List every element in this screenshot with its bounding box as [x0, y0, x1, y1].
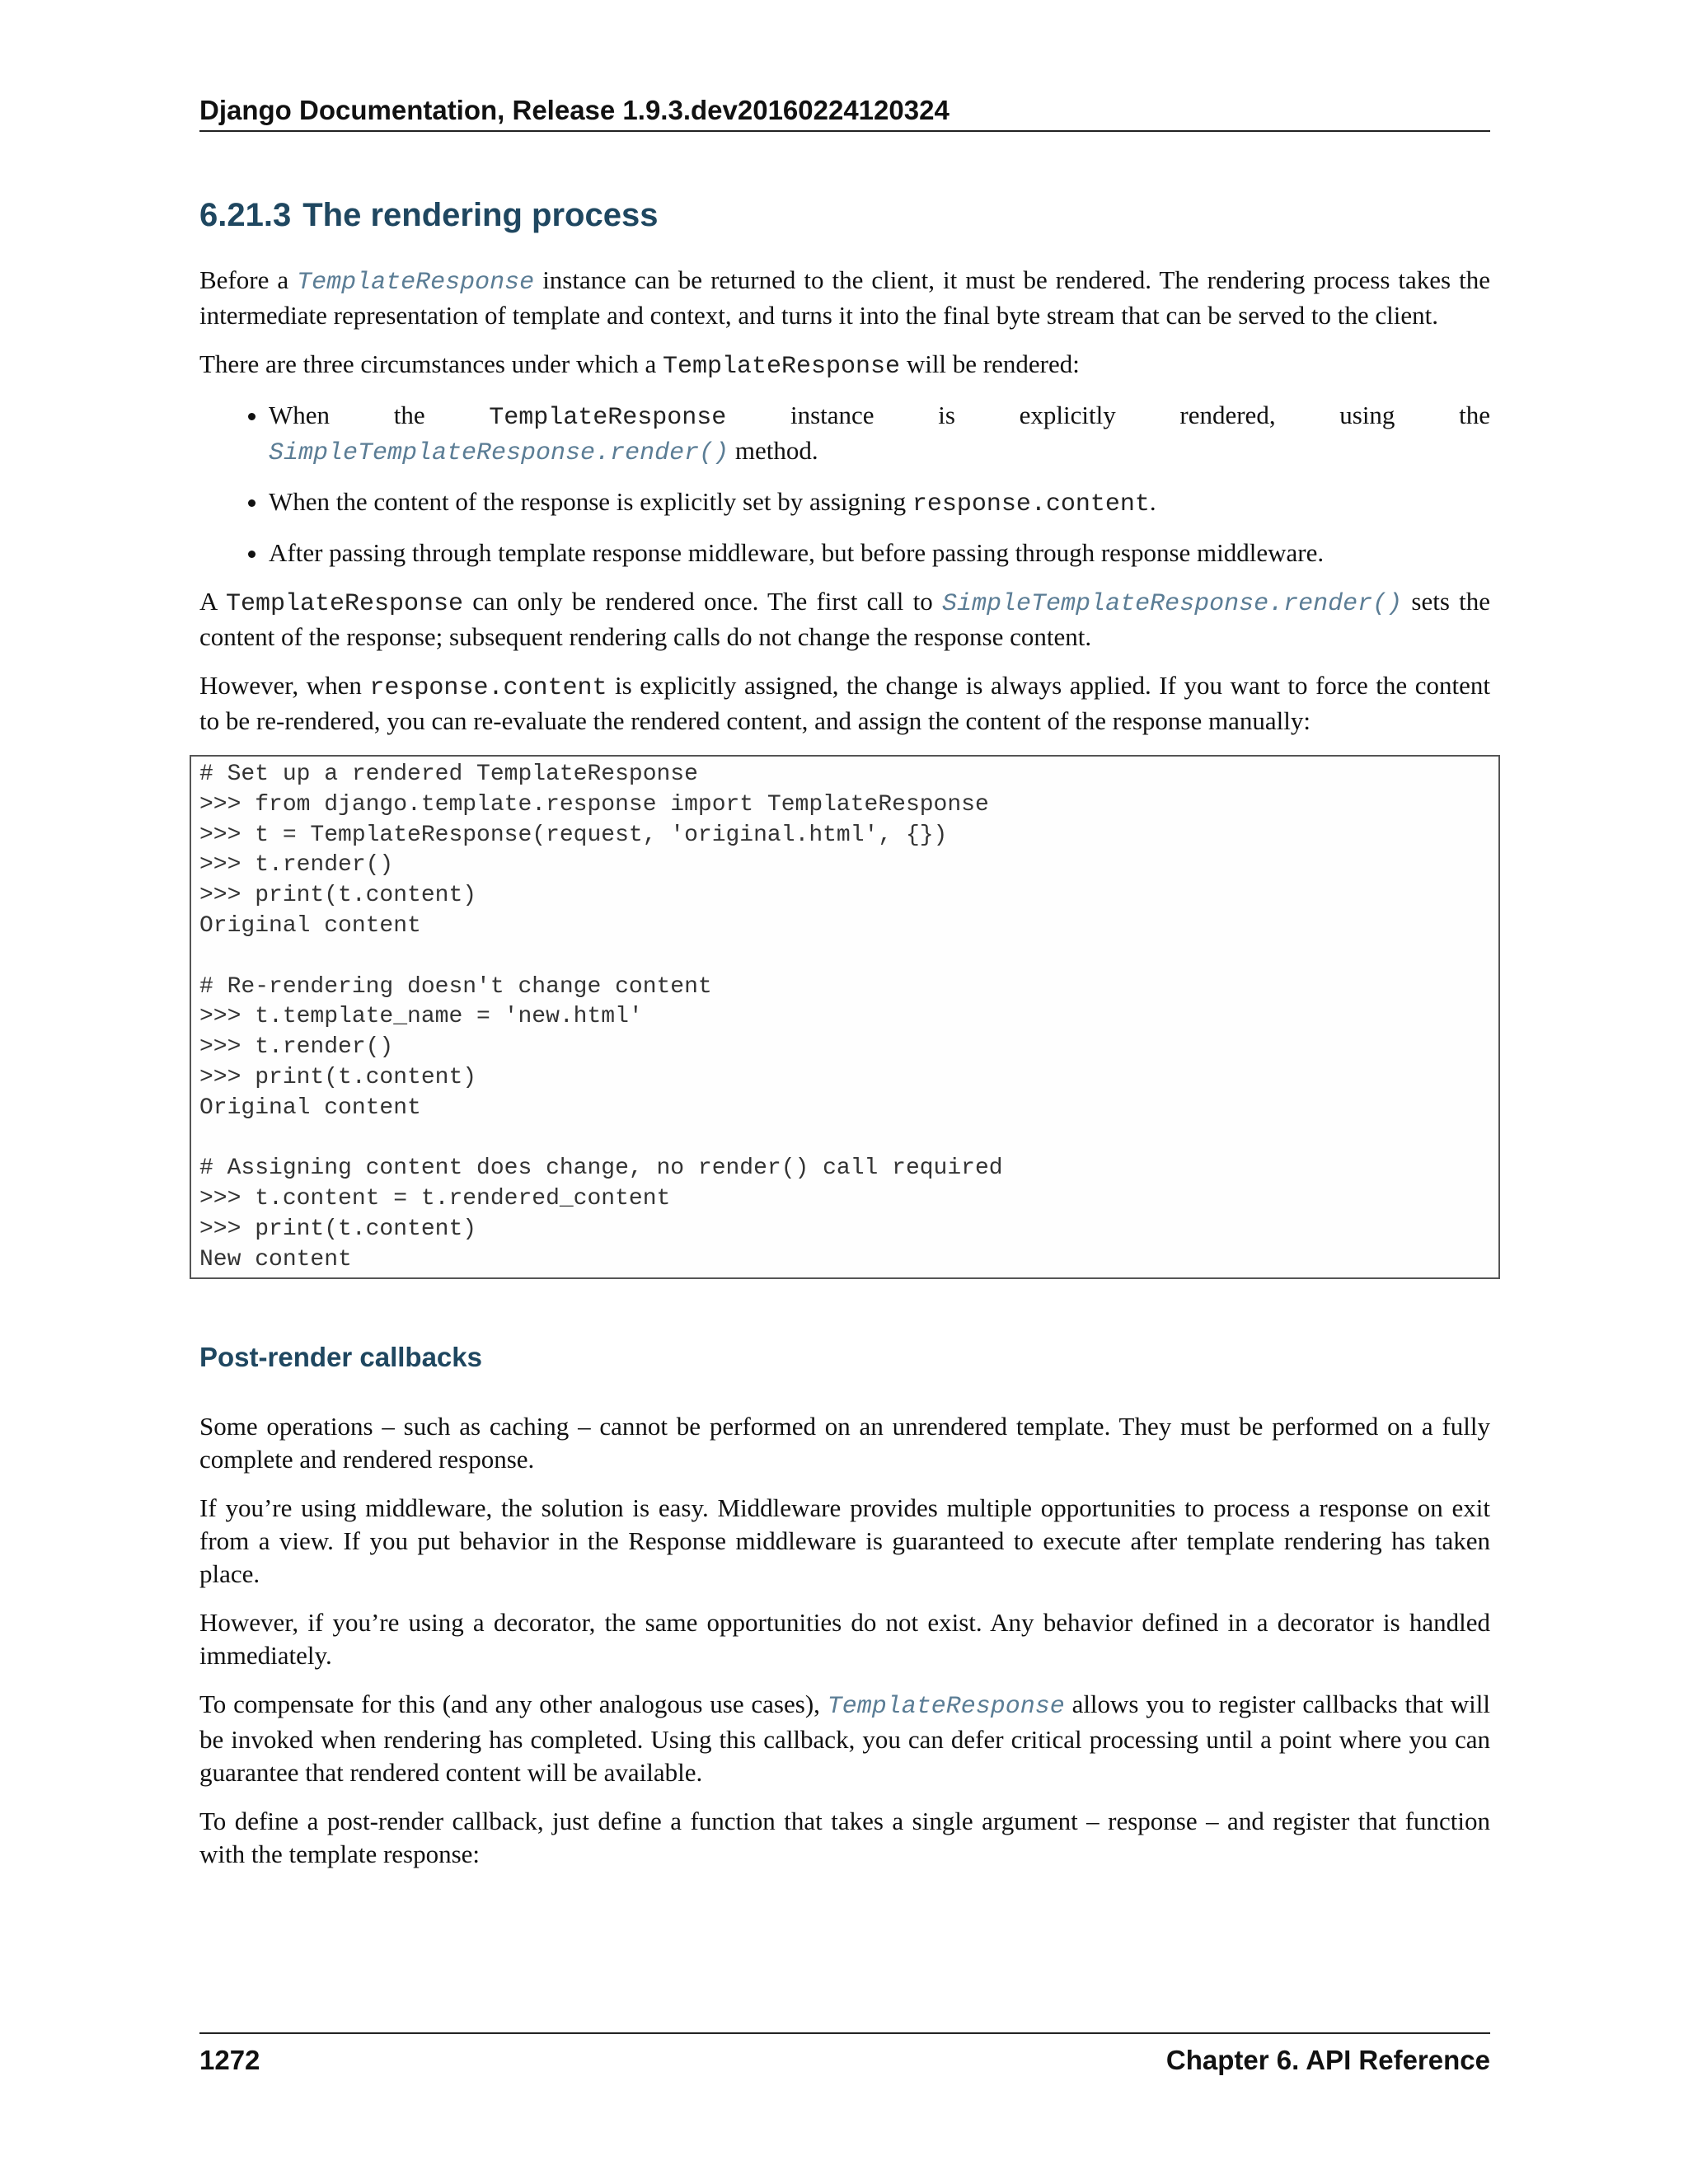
code-block: [190, 755, 1500, 1279]
render-method-link[interactable]: SimpleTemplateResponse.render(): [269, 439, 729, 467]
rerender-paragraph: [199, 669, 1490, 738]
text-span: A: [199, 587, 226, 616]
text-span: is explicitly assigned, the change is always applied. If you want to force the content to be re-rendered, you can re-evaluate the rendered content, and assign the content of the response manually:: [199, 671, 1490, 735]
templateresponse-link[interactable]: TemplateResponse: [827, 1692, 1065, 1721]
callbacks-paragraph-2: If you’re using middleware, the solution is easy. Middleware provides multiple opportunities to process a response on exit from a view. If you put behavior in the Response middleware is guaranteed to execute after template rendering has taken place.: [199, 1493, 1490, 1588]
inline-code: TemplateResponse: [663, 353, 901, 381]
text-span: To compensate for this (and any other analogous use cases),: [199, 1689, 828, 1718]
running-header: Django Documentation, Release 1.9.3.dev20160224120324: [199, 92, 1490, 132]
callbacks-paragraph-1: Some operations – such as caching – cannot be performed on an unrendered template. They must be performed on a fully complete and rendered response.: [199, 1411, 1490, 1474]
list-item: [269, 485, 1490, 521]
text-span: There are three circumstances under which a: [199, 349, 663, 378]
callbacks-paragraph-3: However, if you’re using a decorator, the same opportunities do not exist. Any behavior defined in a decorator is handled immediately.: [199, 1607, 1490, 1670]
render-once-paragraph: [199, 585, 1490, 654]
page-number: 1272: [199, 2045, 260, 2075]
render-method-link[interactable]: SimpleTemplateResponse.render(): [942, 590, 1403, 618]
text-span: Before a: [199, 265, 298, 294]
callbacks-paragraph-4: [199, 1688, 1490, 1789]
text-span: will be rendered:: [900, 349, 1080, 378]
document-page: [199, 0, 1490, 2184]
section-number: 6.21.3: [199, 197, 292, 233]
text-span: When the: [269, 401, 490, 429]
templateresponse-link[interactable]: TemplateResponse: [297, 269, 535, 297]
list-item: [269, 399, 1490, 470]
text-span: However, when: [199, 671, 370, 700]
callbacks-paragraph-5: To define a post-render callback, just define a function that takes a single argument – response – and register that function with the template response:: [199, 1806, 1490, 1868]
code-example: # Set up a rendered TemplateResponse >>> from django.template.response import TemplateResponse >>> t = TemplateResponse(request, 'original.html', {}) >>> t.render() >>> print(t.content) Original content # Re-rendering doesn't change content >>> t.template_name = 'new.html' >>> t.render() >>> print(t.content) Original content # Assigning content does change, no render() call required >>> t.content = t.rendered_content >>> print(t.content) New content: [199, 762, 1003, 1272]
inline-code: TemplateResponse: [489, 404, 727, 432]
text-span: can only be rendered once. The first call to: [462, 587, 943, 616]
section-heading: [199, 191, 1490, 239]
subsection-heading: Post-render callbacks: [199, 1341, 482, 1372]
list-item: • After passing through template response middleware, but before passing through response middleware.: [269, 537, 1490, 569]
inline-code: TemplateResponse: [225, 590, 463, 618]
inline-code: response.content: [369, 674, 607, 702]
intro-paragraph: [199, 264, 1490, 332]
running-footer: [199, 2032, 1490, 2079]
chapter-label: Chapter 6. API Reference: [1165, 2045, 1490, 2075]
text-span: When the content of the response is explicitly set by assigning: [269, 487, 912, 516]
text-span: instance can be returned to the client, it must be rendered. The rendering process takes the intermediate representation of template and context, and turns it into the final byte stream that can be served to the client.: [199, 265, 1490, 330]
text-span: allows you to register callbacks that will be invoked when rendering has completed. Using this callback, you can defer critical processing until a point where you can guarantee that rendered content will be available.: [199, 1689, 1490, 1787]
text-span: instance is explicitly rendered, using the: [726, 401, 1490, 429]
text-span: method.: [729, 436, 818, 465]
text-span: sets the content of the response; subsequent rendering calls do not change the response content.: [199, 587, 1491, 651]
circumstances-paragraph: [199, 348, 1490, 383]
inline-code: response.content: [912, 490, 1150, 518]
text-span: .: [1149, 487, 1156, 516]
section-title: The rendering process: [302, 197, 659, 233]
circumstances-list: [199, 399, 1490, 569]
page-content: [199, 191, 1490, 1886]
